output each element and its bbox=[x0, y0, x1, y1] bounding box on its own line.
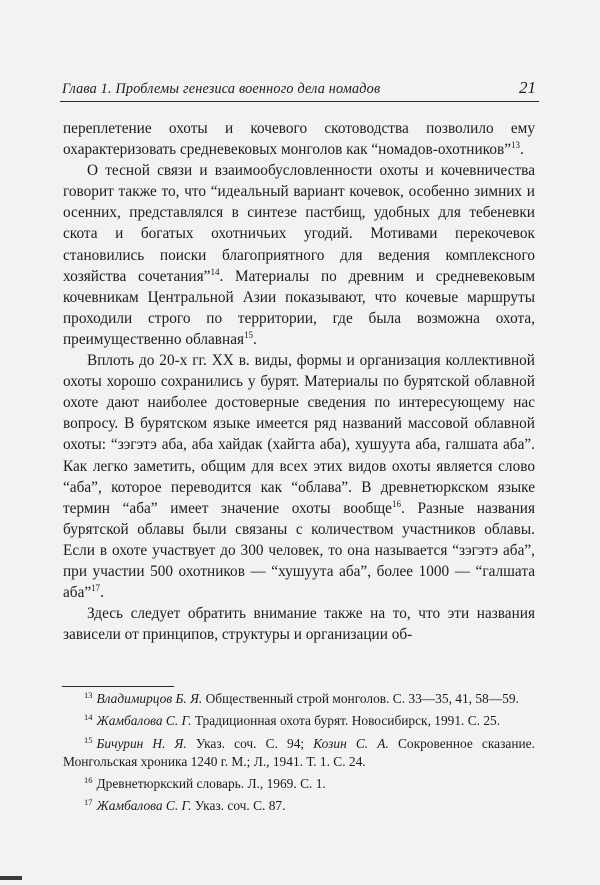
paragraph bbox=[63, 603, 535, 645]
footnote-13 bbox=[63, 690, 535, 708]
paragraph bbox=[63, 350, 535, 603]
footnote-text: Указ. соч. С. 94; bbox=[195, 735, 305, 751]
footnote-14 bbox=[63, 712, 535, 730]
footnote-number: 16 bbox=[84, 775, 93, 786]
footnote-author: Владимирцов Б. Я. bbox=[96, 691, 203, 706]
text-run: переплетение охоты и кочевого скотоводства позволило ему охарактеризовать средневековых монголов как “номадов-охотников” bbox=[63, 120, 535, 159]
footnote-author: Бичурин Н. Я. bbox=[96, 735, 187, 751]
footnote-number: 15 bbox=[84, 734, 93, 745]
text-run: . bbox=[100, 584, 104, 602]
footnote-ref: 15 bbox=[244, 329, 254, 340]
text-run: Здесь следует обратить внимание также на то, что эти названия зависели от принципов, структуры и организации об- bbox=[63, 605, 535, 644]
header-rule bbox=[60, 101, 539, 102]
running-header bbox=[62, 78, 538, 98]
body-text bbox=[63, 118, 535, 645]
text-run: . Материалы по древним и средневековым кочевникам Центральной Азии показывают, что кочевые маршруты проходили строго по территории, где была возможна охота, преимущественно облавная bbox=[63, 267, 535, 348]
chapter-title: Глава 1. Проблемы генезиса военного дела номадов bbox=[62, 81, 381, 97]
footnote-text: Традиционная охота бурят. Новосибирск, 1991. С. 25. bbox=[194, 713, 501, 729]
footnote-number: 13 bbox=[84, 690, 93, 700]
footnote-author: Козин С. А. bbox=[313, 735, 389, 751]
footnote-15 bbox=[63, 735, 535, 772]
footnote-text: Указ. соч. С. 87. bbox=[194, 798, 286, 814]
footnotes bbox=[63, 690, 535, 820]
footnote-ref: 13 bbox=[511, 140, 520, 151]
paragraph bbox=[63, 118, 535, 160]
text-run: . bbox=[520, 141, 524, 159]
footnote-author: Жамбалова С. Г. bbox=[96, 713, 192, 729]
text-run: . bbox=[253, 330, 257, 348]
footnote-17 bbox=[63, 797, 535, 815]
footnote-text: Общественный строй монголов. С. 33—35, 41, 58—59. bbox=[205, 691, 519, 706]
text-run: . Разные названия бурятской облавы были связаны с количеством участников облавы. Если в охоте участвует до 300 человек, то она называется “зэгэтэ аба”, при участии 500 охотников — “хушуута аба”, более 1000 — “галшата аба” bbox=[63, 499, 535, 602]
text-run: О тесной связи и взаимообусловленности охоты и кочевничества говорит также то, что “идеальный вариант кочевок, особенно зимних и осенних, представлялся в синтезе пастбищ, удобных для тебеневки скота и богатых охотничьих угодий. Мотивами перекочевок становились поиски благоприятного для ведения комплексного хозяйства сочетания” bbox=[63, 162, 535, 285]
scan-edge-mark bbox=[0, 876, 22, 880]
footnote-16 bbox=[63, 775, 535, 793]
footnote-author: Жамбалова С. Г. bbox=[96, 798, 192, 814]
page-number: 21 bbox=[519, 78, 536, 97]
footnote-number: 14 bbox=[84, 712, 93, 723]
footnote-number: 17 bbox=[84, 797, 93, 808]
text-run: Вплоть до 20-х гг. XX в. виды, формы и организация коллективной охоты хорошо сохранились у бурят. Материалы по бурятской облавной охоте дают наиболее достоверные сведения по интересующему нас вопросу. В бурятском языке имеется ряд названий массовой облавной охоты: “зэгэтэ аба, аба хайдак (хайгта аба), хушуута аба, галшата аба”. Как легко заметить, общим для всех этих видов охоты является слово “аба”, которое переводится как “облава”. В древнетюркском языке термин “аба” имеет значение охоты вообще bbox=[63, 352, 535, 517]
footnote-rule bbox=[62, 686, 174, 687]
footnote-ref: 16 bbox=[391, 498, 401, 509]
footnote-text: Древнетюркский словарь. Л., 1969. С. 1. bbox=[96, 776, 326, 792]
footnote-ref: 17 bbox=[91, 583, 101, 594]
footnote-ref: 14 bbox=[210, 266, 220, 277]
footnote-text: Сокровенное сказание. Монгольская хроника 1240 г. М.; Л., 1941. Т. 1. С. 24. bbox=[63, 735, 535, 769]
paragraph bbox=[63, 160, 535, 350]
